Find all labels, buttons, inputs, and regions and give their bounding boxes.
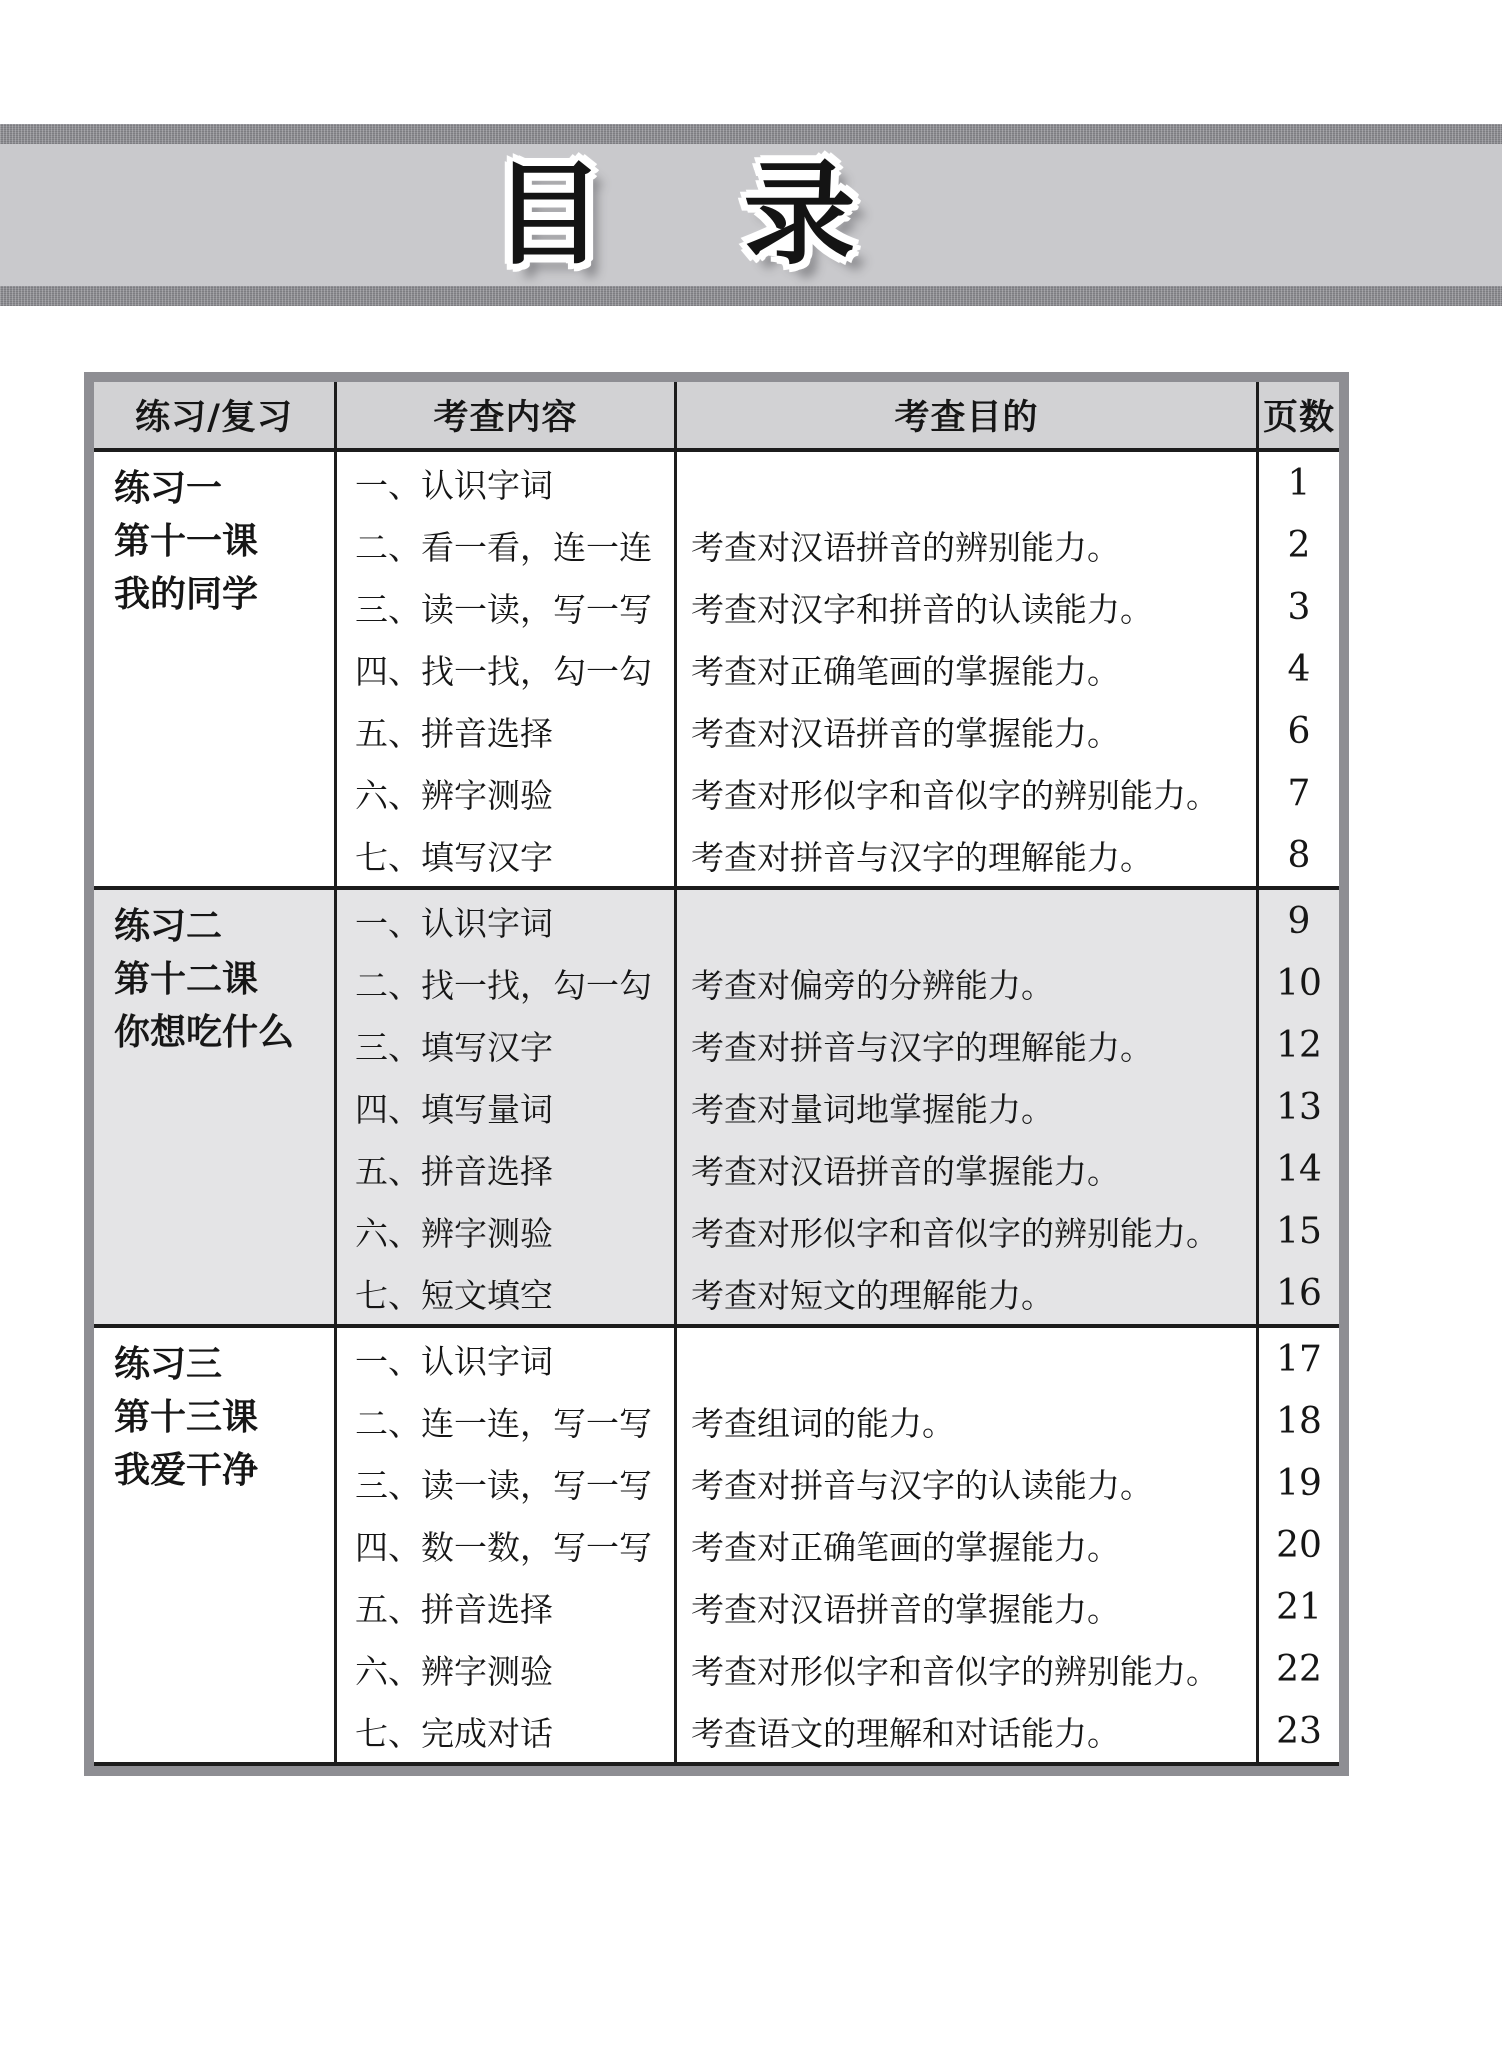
content-item: 三、填写汉字: [355, 1027, 553, 1067]
header-exercise-review: 练习/复习: [135, 398, 293, 438]
purpose-item: [677, 1328, 1256, 1390]
section-label-line: 我爱干净: [114, 1450, 259, 1491]
header-page-number: 页数: [1256, 382, 1339, 448]
content-item: 七、短文填空: [355, 1275, 553, 1315]
header-exam-purpose: 考查目的: [674, 382, 1256, 448]
page-number: 7: [1287, 772, 1311, 814]
page-number: 8: [1287, 834, 1311, 876]
page-number: 9: [1287, 900, 1311, 942]
purpose-item: 考查对短文的理解能力。: [691, 1275, 1054, 1315]
purpose-item: 考查对汉语拼音的辨别能力。: [691, 527, 1120, 567]
page-number: 18: [1276, 1400, 1322, 1442]
page-number: 16: [1276, 1272, 1322, 1314]
banner-bottom-strip: [0, 286, 1502, 306]
content-column: [334, 890, 674, 1324]
table-body: [94, 452, 1339, 1766]
banner-band: [0, 144, 1502, 286]
section-label: [94, 1328, 334, 1762]
toc-section-3: [94, 1324, 1339, 1766]
purpose-item: 考查对正确笔画的掌握能力。: [691, 1527, 1120, 1567]
page-number: 19: [1276, 1462, 1322, 1504]
content-item: 二、找一找，勾一勾: [355, 965, 652, 1005]
page-column: [1256, 452, 1339, 886]
content-item: 六、辨字测验: [355, 775, 553, 815]
content-item: 四、数一数，写一写: [355, 1527, 652, 1567]
content-column: [334, 452, 674, 886]
purpose-item: 考查对正确笔画的掌握能力。: [691, 651, 1120, 691]
page-number: 13: [1276, 1086, 1322, 1128]
content-item: 四、填写量词: [355, 1089, 553, 1129]
page-number: 6: [1287, 710, 1311, 752]
purpose-column: [674, 1328, 1256, 1762]
content-item: 二、看一看，连一连: [355, 527, 652, 567]
section-label-line: 第十一课: [114, 521, 259, 562]
content-item: 三、读一读，写一写: [355, 1465, 652, 1505]
toc-section-1: [94, 452, 1339, 886]
purpose-item: 考查对汉语拼音的掌握能力。: [691, 1151, 1120, 1191]
purpose-item: 考查对形似字和音似字的辨别能力。: [691, 1213, 1219, 1253]
purpose-item: 考查对汉字和拼音的认读能力。: [691, 589, 1153, 629]
content-item: 六、辨字测验: [355, 1213, 553, 1253]
content-item: 六、辨字测验: [355, 1651, 553, 1691]
content-item: 一、认识字词: [355, 1341, 553, 1381]
page-number: 20: [1276, 1524, 1322, 1566]
content-item: 五、拼音选择: [355, 1589, 553, 1629]
page-number: 23: [1276, 1710, 1322, 1752]
purpose-item: [677, 452, 1256, 514]
page-number: 15: [1276, 1210, 1322, 1252]
purpose-item: 考查对形似字和音似字的辨别能力。: [691, 775, 1219, 815]
purpose-item: [677, 890, 1256, 952]
banner-top-strip: [0, 124, 1502, 144]
content-item: 五、拼音选择: [355, 713, 553, 753]
page-number: 2: [1287, 524, 1311, 566]
content-item: 一、认识字词: [355, 465, 553, 505]
purpose-item: 考查对偏旁的分辨能力。: [691, 965, 1054, 1005]
page-number: 12: [1276, 1024, 1322, 1066]
section-label-line: 第十二课: [114, 959, 259, 1000]
page-number: 22: [1276, 1648, 1322, 1690]
section-label-line: 练习三: [114, 1344, 223, 1385]
toc-table: [84, 372, 1349, 1776]
toc-section-2: [94, 886, 1339, 1324]
page-number: 3: [1287, 586, 1311, 628]
purpose-item: 考查语文的理解和对话能力。: [691, 1713, 1120, 1753]
purpose-column: [674, 890, 1256, 1324]
content-column: [334, 1328, 674, 1762]
section-label-line: 你想吃什么: [114, 1012, 295, 1053]
page-number: 14: [1276, 1148, 1322, 1190]
page-number: 17: [1276, 1338, 1322, 1380]
content-item: 七、填写汉字: [355, 837, 553, 877]
table-header-row: [94, 382, 1339, 452]
content-item: 七、完成对话: [355, 1713, 553, 1753]
page-number: 10: [1276, 962, 1322, 1004]
content-item: 三、读一读，写一写: [355, 589, 652, 629]
purpose-item: 考查对汉语拼音的掌握能力。: [691, 1589, 1120, 1629]
purpose-item: 考查对拼音与汉字的认读能力。: [691, 1465, 1153, 1505]
toc-banner: [0, 124, 1502, 306]
page-number: 21: [1276, 1586, 1322, 1628]
section-label: [94, 452, 334, 886]
purpose-item: 考查组词的能力。: [691, 1403, 955, 1443]
content-item: 一、认识字词: [355, 903, 553, 943]
page-number: 4: [1287, 648, 1311, 690]
content-item: 二、连一连，写一写: [355, 1403, 652, 1443]
section-label-line: 第十三课: [114, 1397, 259, 1438]
page-number: 1: [1287, 462, 1311, 504]
section-label-line: 我的同学: [114, 574, 259, 615]
purpose-column: [674, 452, 1256, 886]
purpose-item: 考查对汉语拼音的掌握能力。: [691, 713, 1120, 753]
page-column: [1256, 890, 1339, 1324]
page-column: [1256, 1328, 1339, 1762]
section-label: [94, 890, 334, 1324]
content-item: 五、拼音选择: [355, 1151, 553, 1191]
purpose-item: 考查对量词地掌握能力。: [691, 1089, 1054, 1129]
content-item: 四、找一找，勾一勾: [355, 651, 652, 691]
purpose-item: 考查对拼音与汉字的理解能力。: [691, 837, 1153, 877]
page-title: 目 录: [492, 150, 906, 280]
section-label-line: 练习二: [114, 906, 223, 947]
purpose-item: 考查对拼音与汉字的理解能力。: [691, 1027, 1153, 1067]
section-label-line: 练习一: [114, 468, 223, 509]
purpose-item: 考查对形似字和音似字的辨别能力。: [691, 1651, 1219, 1691]
header-exam-content: 考查内容: [334, 382, 674, 448]
